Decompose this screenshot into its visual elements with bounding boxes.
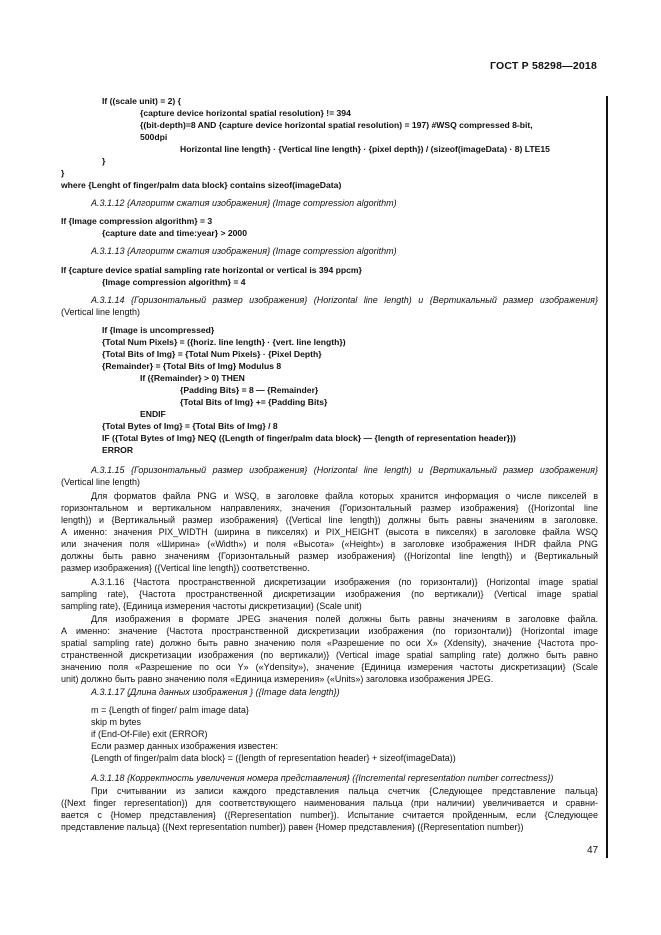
text-line: If {Image compression algorithm} = 3 xyxy=(61,216,213,226)
text-line: {Length of finger/palm data block} = ({length of representation header} + sizeof(imageData)) xyxy=(91,753,456,763)
text-line: } xyxy=(102,156,106,166)
text-line: Если размер данных изображения известен: xyxy=(91,741,279,751)
text-line: skip m bytes xyxy=(91,717,142,727)
text-line: размер изображения} ({Vertical line length}) соответственно. xyxy=(61,563,310,573)
text-line: А именно: значения PIX_WIDTH (ширина в пикселях) и PIX_HEIGHT (высота в пикселях) в заголовке файла WSQ xyxy=(61,527,598,537)
text-line: (Vertical line length) xyxy=(61,307,141,317)
text-line: If ({Remainder} > 0) THEN xyxy=(140,373,245,383)
text-line: A.3.1.14 {Горизонтальный размер изображения} (Horizontal line length) и {Вертикальный размер изображения} xyxy=(91,295,598,305)
text-line: странственной дискретизации изображения (по вертикали)} (Vertical image spatial sampling rate) должно быть равно xyxy=(61,650,598,660)
text-line: sampling rate), {Частота пространственной дискретизации изображения (по вертикали)} (Vertical image spatial xyxy=(61,589,598,599)
text-line: должны быть равно значениям {Горизонтальный размер изображения} ({Horizontal line length}) и {Вертикальный xyxy=(61,551,598,561)
change-bar xyxy=(606,96,608,858)
text-line: ENDIF xyxy=(140,409,166,419)
text-line: A.3.1.17 {Длина данных изображения } ({Image data length}) xyxy=(91,687,340,697)
text-line: Для изображения в формате JPEG значения полей должны быть равны значениям в заголовке файла. xyxy=(91,614,598,624)
text-line: sampling rate), {Единица измерения частоты дискретизации} (Scale unit) xyxy=(61,601,362,611)
text-line: A.3.1.12 {Алгоритм сжатия изображения} (Image compression algorithm) xyxy=(91,198,397,208)
text-line: (Vertical line length) xyxy=(61,477,141,487)
text-line: значению поля «Разрешение по оси Y» («Ydensity»), значение {Единица измерения частоты дискретизации} (Scale xyxy=(61,662,598,672)
text-line: Horizontal line length} · {Vertical line length} · {pixel depth}) / (sizeof(imageData) · 8) LTE15 xyxy=(180,144,550,154)
text-line: или значения поля «Ширина» («Width») и поля «Высота» («Height») в заголовке изображения IHDR файла PNG xyxy=(61,539,598,549)
text-line: вается с {Номер представления} ({Representation number}). Испытание считается пройденным, если {Следующее xyxy=(61,810,598,820)
text-line: unit) должно быть равно значению поля «Единица измерения» («Units») заголовка изображения JPEG. xyxy=(61,674,494,684)
text-line: Для форматов файла PNG и WSQ, в заголовке файла которых хранится информация о числе пикселей в xyxy=(91,491,598,501)
text-line: {Total Bits of Img} = {Total Num Pixels} · {Pixel Depth} xyxy=(102,349,322,359)
text-line: If {capture device spatial sampling rate horizontal or vertical is 394 ppcm} xyxy=(61,265,362,275)
text-line: A.3.1.13 {Алгоритм сжатия изображения} (Image compression algorithm) xyxy=(91,246,397,256)
text-line: {Padding Bits} = 8 — {Remainder} xyxy=(180,385,319,395)
text-line: {Total Bits of Img} += {Padding Bits} xyxy=(180,397,328,407)
text-line: m = {Length of finger/ palm image data} xyxy=(91,705,249,715)
text-line: where {Lenght of finger/palm data block} contains sizeof(imageData) xyxy=(61,180,342,190)
text-line: 500dpi xyxy=(140,132,168,142)
text-line: length}) и {Вертикальный размер изображения} ({Vertical line length}) должны быть равны значениям в заголовке. xyxy=(61,515,598,525)
text-line: A.3.1.15 {Горизонтальный размер изображения} (Horizontal line length) и {Вертикальный размер изображения} xyxy=(91,465,598,475)
text-line: ERROR xyxy=(102,445,134,455)
text-line: A.3.1.16 {Частота пространственной дискретизации изображения (по горизонтали)} (Horizontal image spatial xyxy=(91,577,598,587)
page-number: 47 xyxy=(587,845,599,856)
text-line: If {Image is uncompressed} xyxy=(102,325,215,335)
text-line: spatial sampling rate) должно быть равно значению поля «Разрешение по оси X» (Xdensity), значение {Частота про- xyxy=(61,638,598,648)
text-line: {Image compression algorithm} = 4 xyxy=(102,277,246,287)
text-line: ({Next finger representation}) для соответствующего наименования пальца (при наличии) увеличивается и сравни- xyxy=(61,798,598,808)
standard-header: ГОСТ Р 58298—2018 xyxy=(489,60,597,72)
text-line: {Total Bytes of Img} = {Total Bits of Img} / 8 xyxy=(102,421,278,431)
text-line: if (End-Of-File) exit (ERROR) xyxy=(91,729,208,739)
text-line: If ((scale unit) = 2) { xyxy=(102,96,182,106)
text-line: {(bit-depth)=8 AND {capture device horizontal spatial resolution) = 197) #WSQ compressed 8-bit, xyxy=(140,120,533,130)
text-line: представление пальца} ({Next representation number}) равен {Номер представления} ({Representation number}) xyxy=(61,822,524,832)
text-line: {capture date and time:year} > 2000 xyxy=(102,228,247,238)
text-line: При считывании из записи каждого представления пальца счетчик {Следующее представление пальца} xyxy=(91,786,598,796)
text-line: {Remainder} = {Total Bits of Img} Modulus 8 xyxy=(102,361,282,371)
text-line: IF ({Total Bytes of Img} NEQ ({Length of finger/palm data block} — {length of representation header})) xyxy=(102,433,516,443)
text-line: {capture device horizontal spatial resolution} != 394 xyxy=(140,108,351,118)
text-line: {Total Num Pixels} = ({horiz. line length} · {vert. line length}) xyxy=(102,337,346,347)
text-line: } xyxy=(61,168,65,178)
text-line: A.3.1.18 {Корректность увеличения номера представления} ({Incremental representation number correctness}) xyxy=(91,773,554,783)
text-line: горизонтальном и вертикальном направлениях, значения {Горизонтальный размер изображения} ({Horizontal line xyxy=(61,503,598,513)
text-line: А именно: значение {Частота пространственной дискретизации изображения (по горизонтали)} (Horizontal image xyxy=(61,626,598,636)
